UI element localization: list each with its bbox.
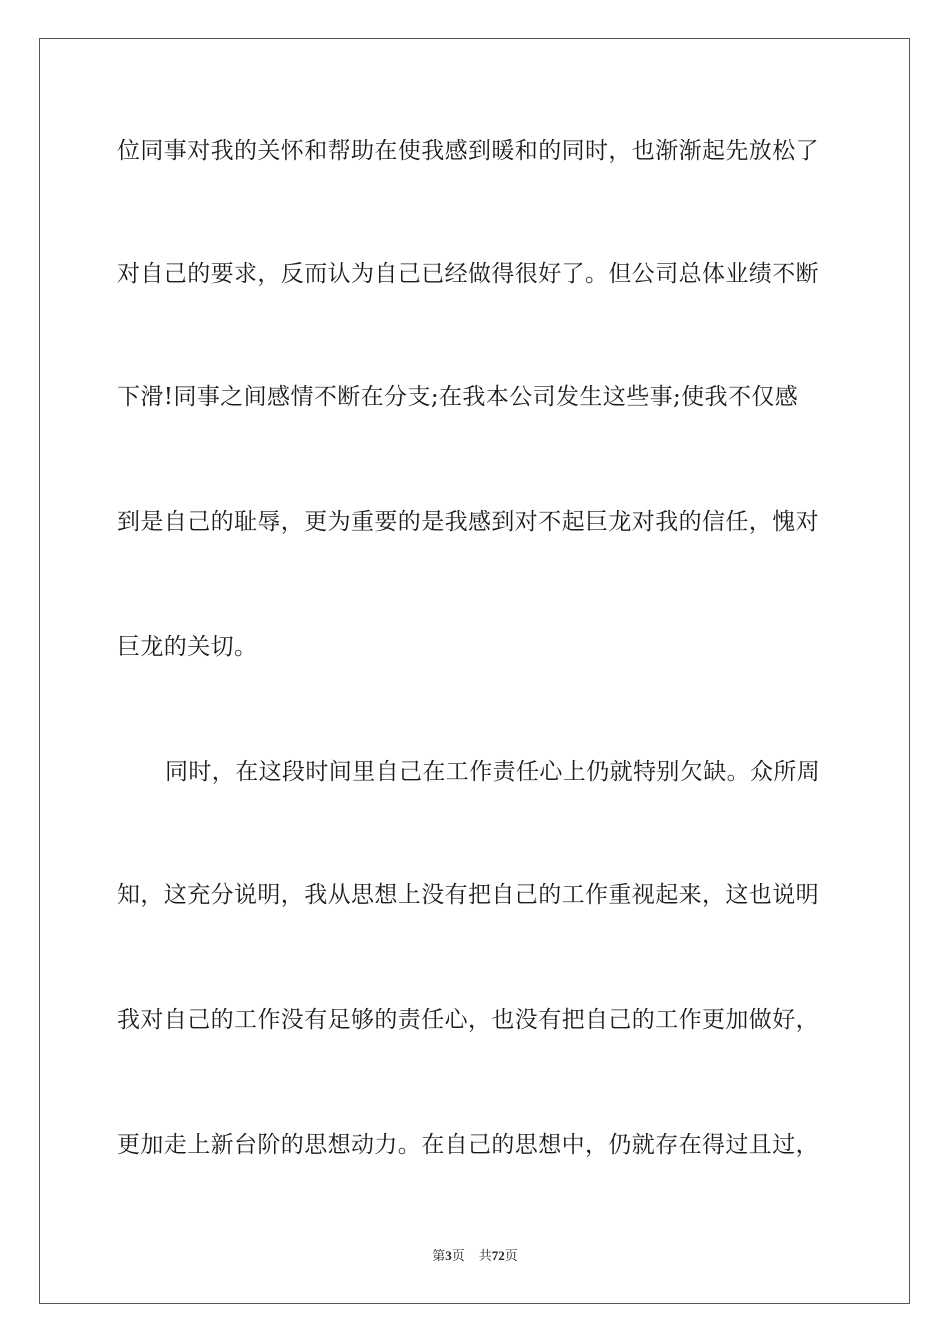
body-text-line: 位同事对我的关怀和帮助在使我感到暖和的同时，也渐渐起先放松了 (117, 138, 819, 164)
body-text-line: 对自己的要求，反而认为自己已经做得很好了。但公司总体业绩不断 (117, 261, 819, 287)
body-text-line: 巨龙的关切。 (117, 634, 258, 660)
body-text-line: 下滑!同事之间感情不断在分支;在我本公司发生这些事;使我不仅感 (117, 384, 799, 410)
total-prefix: 共 (478, 1249, 492, 1264)
body-text-line: 更加走上新台阶的思想动力。在自己的思想中，仍就存在得过且过， (117, 1132, 819, 1158)
total-suffix: 页 (504, 1249, 518, 1264)
page-suffix: 页 (451, 1249, 465, 1264)
paragraph-first-line: 同时，在这段时间里自己在工作责任心上仍就特别欠缺。众所周 (165, 759, 821, 785)
body-text-line: 知，这充分说明，我从思想上没有把自己的工作重视起来，这也说明 (117, 882, 819, 908)
page-number: 3 (445, 1248, 452, 1263)
body-text-line: 到是自己的耻辱，更为重要的是我感到对不起巨龙对我的信任，愧对 (117, 509, 819, 535)
page-prefix: 第 (432, 1249, 446, 1264)
page-border (39, 38, 910, 1304)
total-pages: 72 (491, 1248, 505, 1263)
body-text-line: 我对自己的工作没有足够的责任心，也没有把自己的工作更加做好， (117, 1007, 819, 1033)
page-footer (0, 1247, 950, 1266)
